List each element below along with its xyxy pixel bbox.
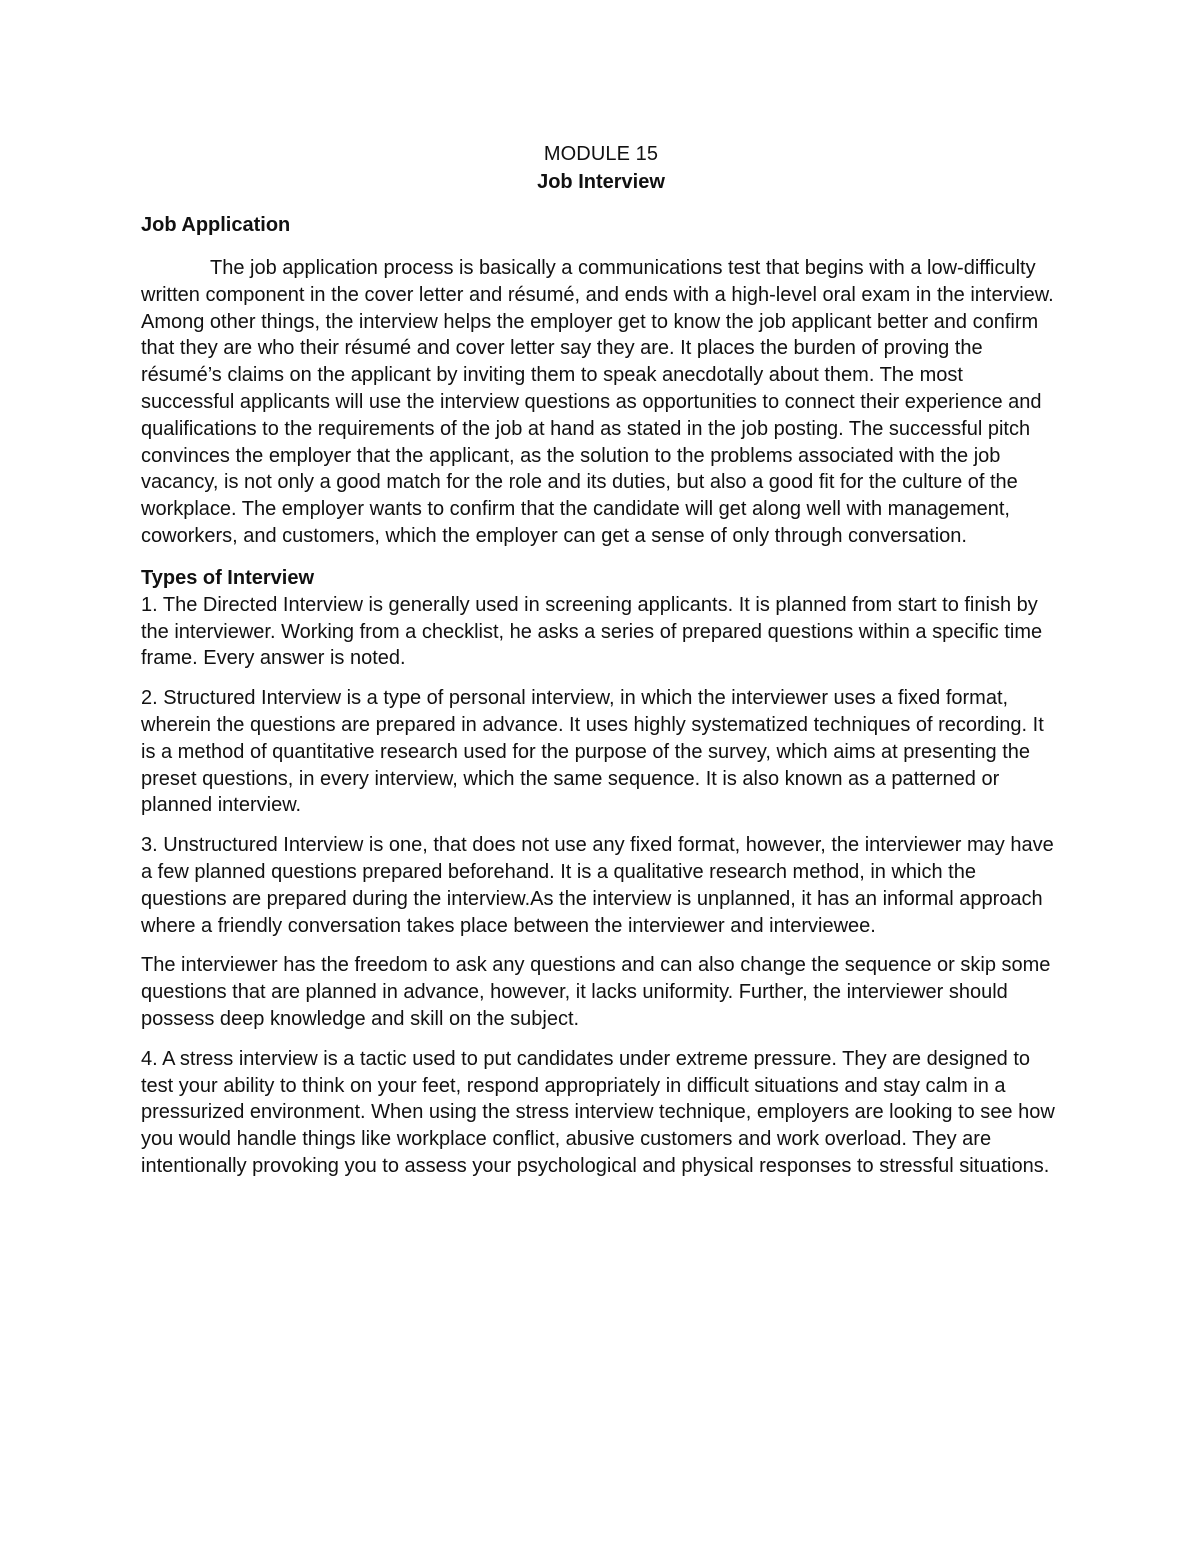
types-of-interview-heading: Types of Interview — [141, 566, 315, 589]
unstructured-interview-paragraph: 3. Unstructured Interview is one, that does not use any fixed format, however, the interviewer may have a few planned questions prepared beforehand. It is a qualitative research method, in which the questions are prepared during the interview.As the interview is unplanned, it has an informal approach where a friendly conversation takes place between the interviewer and interviewee. — [141, 834, 1054, 937]
module-title: MODULE 15 — [543, 143, 659, 165]
structured-interview-paragraph: 2. Structured Interview is a type of personal interview, in which the interviewer uses a fixed format, wherein the questions are prepared in advance. It uses highly systematized techniques of recording. It is a method of quantitative research used for the purpose of the survey, which aims at presenting the preset questions, in every interview, which the same sequence. It is also known as a patterned or planned interview. — [141, 687, 1044, 817]
directed-interview-paragraph: 1. The Directed Interview is generally used in screening applicants. It is planned from start to finish by the interviewer. Working from a checklist, he asks a series of prepared questions within a specific time frame. Every answer is noted. — [141, 593, 1043, 670]
stress-interview-paragraph: 4. A stress interview is a tactic used to put candidates under extreme pressure. They are designed to test your ability to think on your feet, respond appropriately in difficult situations and stay calm in a pressurized environment. When using the stress interview technique, employers are looking to see how you would handle things like workplace conflict, abusive customers and work overload. They are intentionally provoking you to assess your psychological and physical responses to stressful situations. — [141, 1047, 1055, 1177]
document-subtitle: Job Interview — [537, 171, 665, 193]
unstructured-freedom-paragraph: The interviewer has the freedom to ask any questions and can also change the sequence or skip some questions that are planned in advance, however, it lacks uniformity. Further, the interviewer should possess deep knowledge and skill on the subject. — [141, 954, 1051, 1030]
job-application-paragraph: The job application process is basically a communications test that begins with a low-difficulty written component in the cover letter and résumé, and ends with a high-level oral exam in the interview. Among other things, the interview helps the employer get to know the job applicant better and confirm that they are who their résumé and cover letter say they are. It places the burden of proving the résumé’s claims on the applicant by inviting them to speak anecdotally about them. The most successful applicants will use the interview questions as opportunities to connect their experience and qualifications to the requirements of the job at hand as stated in the job posting. The successful pitch convinces the employer that the applicant, as the solution to the problems associated with the job vacancy, is not only a good match for the role and its duties, but also a good fit for the culture of the workplace. The employer wants to confirm that the candidate will get along well with management, coworkers, and customers, which the employer can get a sense of only through conversation. — [141, 257, 1054, 547]
job-application-heading: Job Application — [141, 214, 291, 236]
document-content — [141, 140, 1061, 1193]
